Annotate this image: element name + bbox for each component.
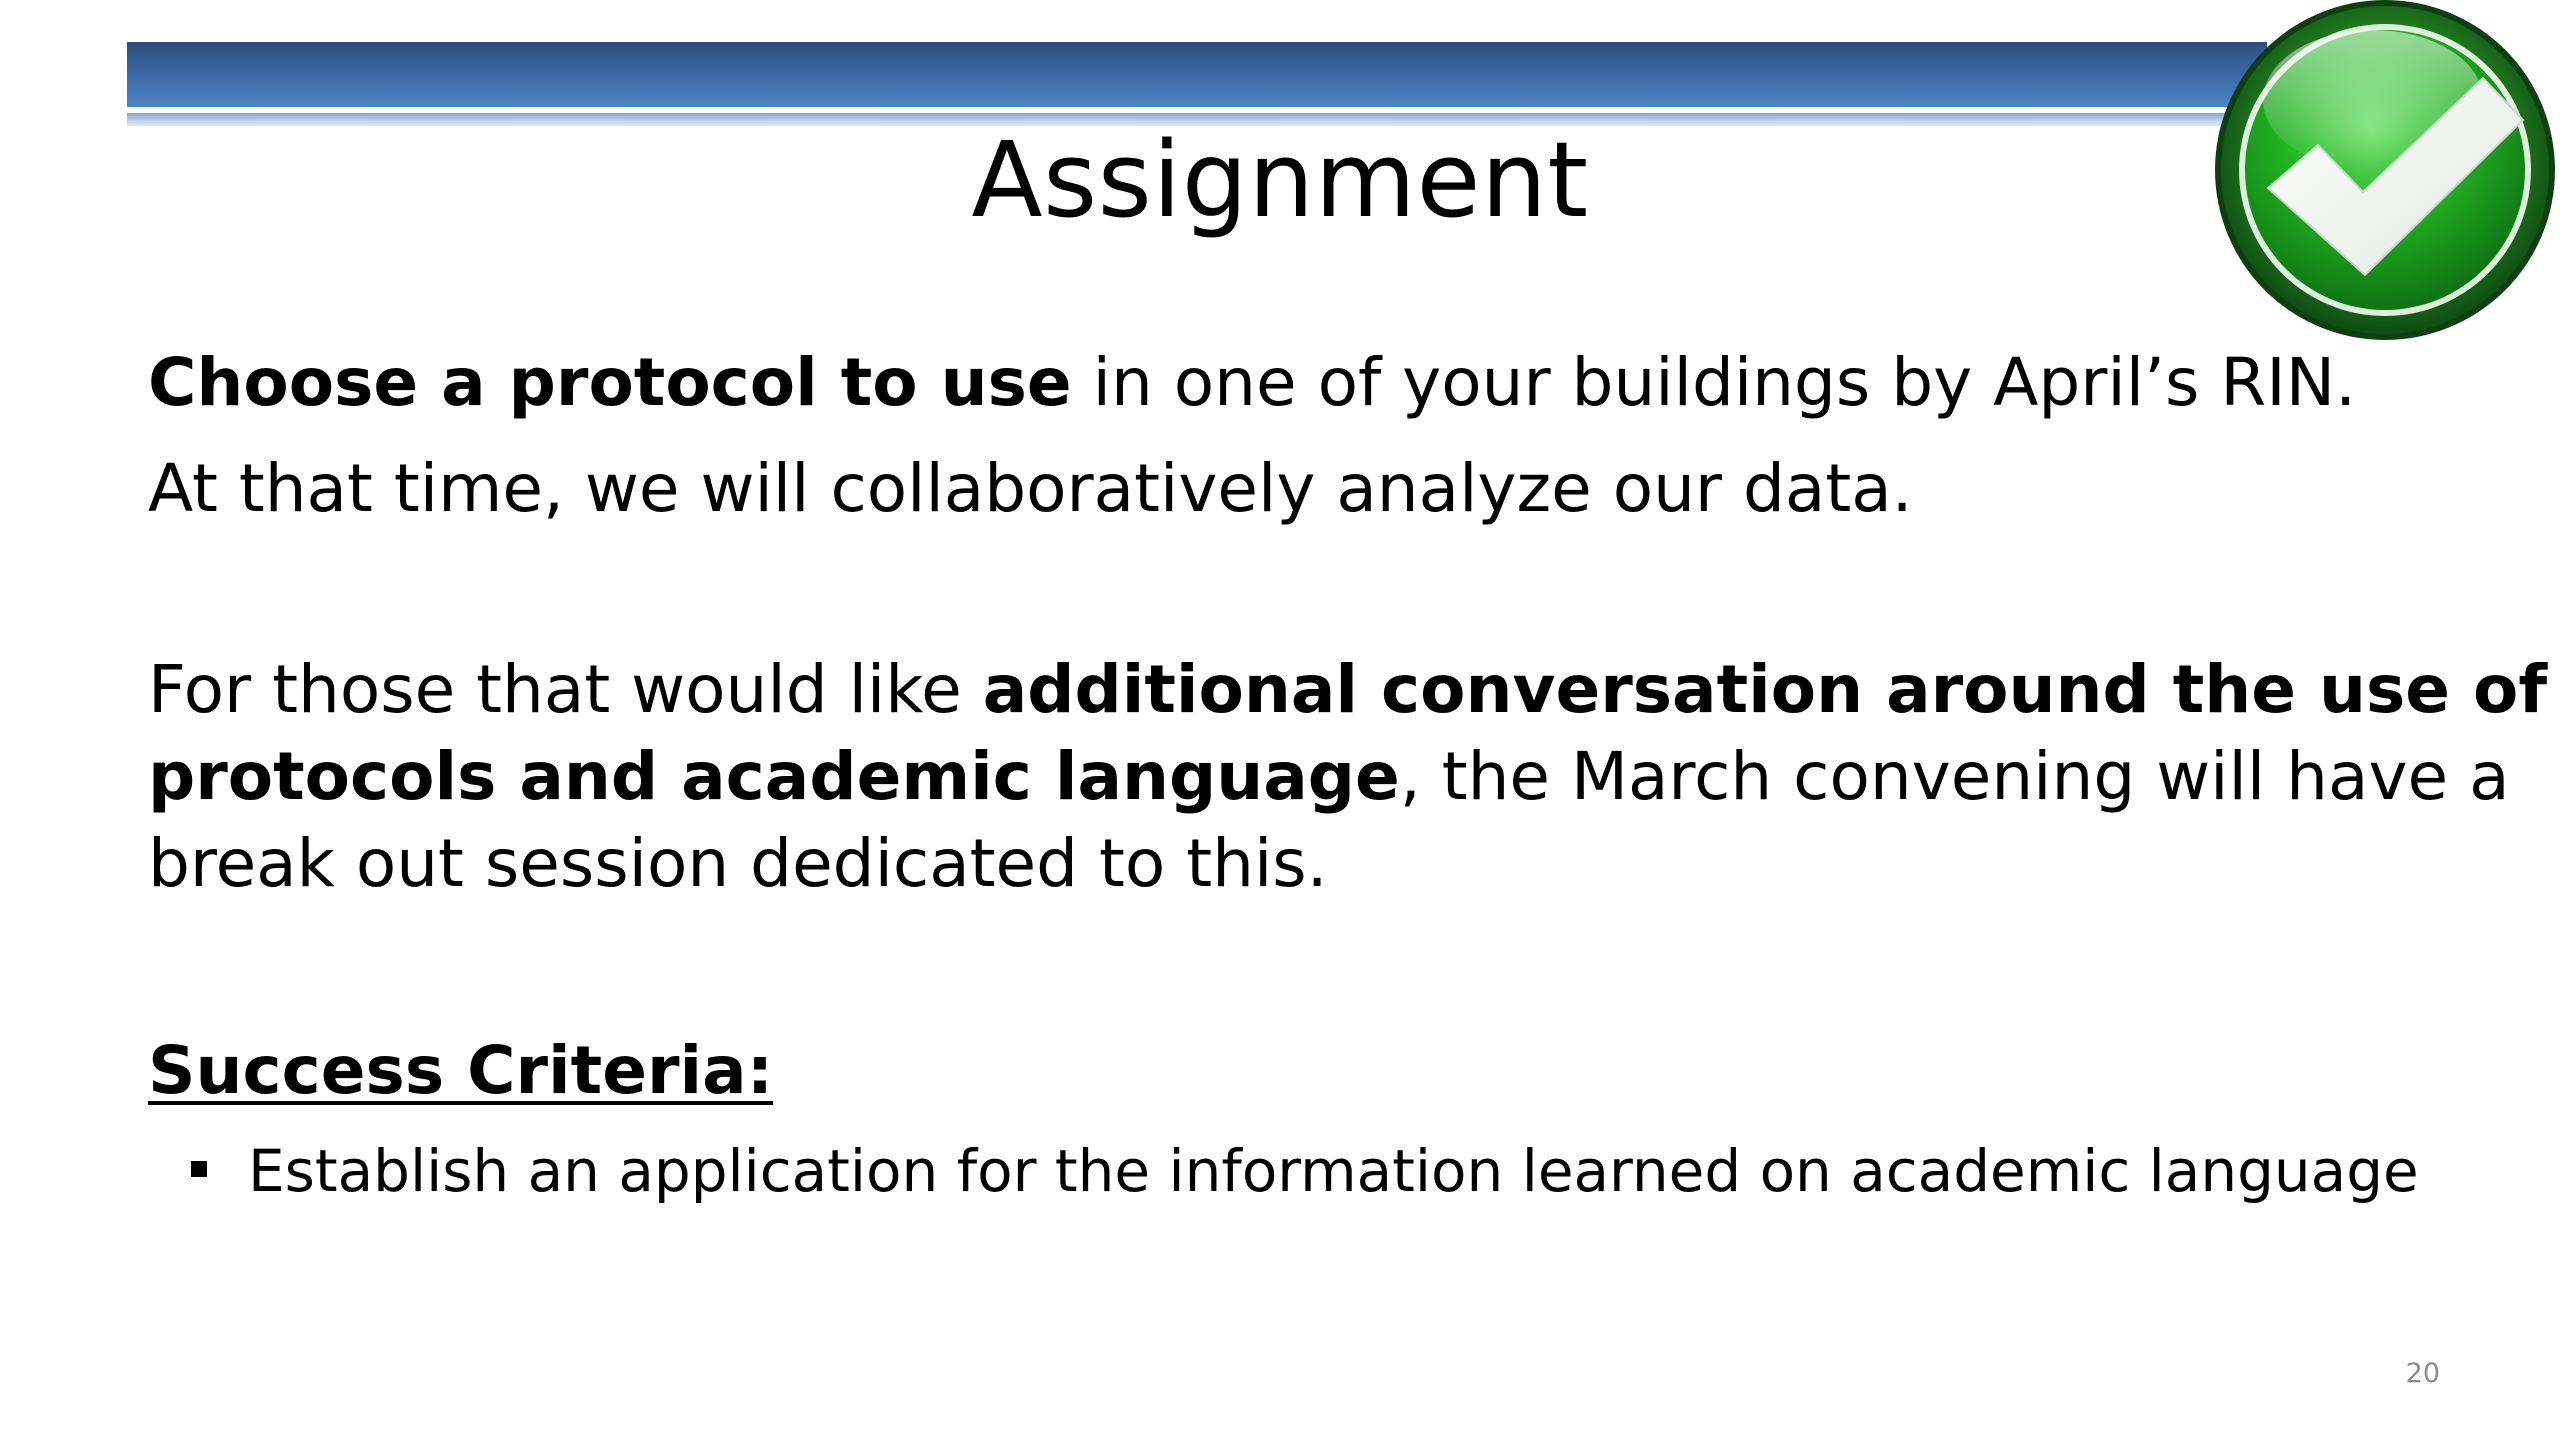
paragraph-2-tail: , the March convening will have a [1399,738,2510,815]
emphasis-protocol: Choose a protocol to use [148,344,1072,421]
paragraph-2-line-3: break out session dedicated to this. [148,825,1328,902]
paragraph-2 [148,646,2548,907]
paragraph-1-line-2: At that time, we will collaboratively analyze our data. [148,450,1913,527]
success-criteria-list [148,1119,2448,1223]
header-bar [127,42,2267,107]
emphasis-conversation-line-2: protocols and academic language [148,738,1400,815]
page-number: 20 [2405,1358,2440,1389]
emphasis-conversation-line-1: additional conversation around the use of [982,651,2548,728]
paragraph-2-line-1 [148,646,2548,733]
list-item-text: Establish an application for the information learned on academic language [248,1137,2419,1205]
paragraph-2-line-2 [148,733,2510,820]
paragraph-1-line-1 [148,330,2448,436]
slide-body [148,330,2548,1223]
list-item [248,1119,2448,1223]
paragraph-1-line-1-rest: in one of your buildings by April’s RIN. [1071,344,2357,421]
slide-title: Assignment [971,119,1589,241]
success-criteria-heading: Success Criteria: [148,1032,774,1109]
green-checkmark-icon [2213,0,2558,345]
square-bullet-icon [191,1161,207,1177]
paragraph-2-lead: For those that would like [148,651,983,728]
